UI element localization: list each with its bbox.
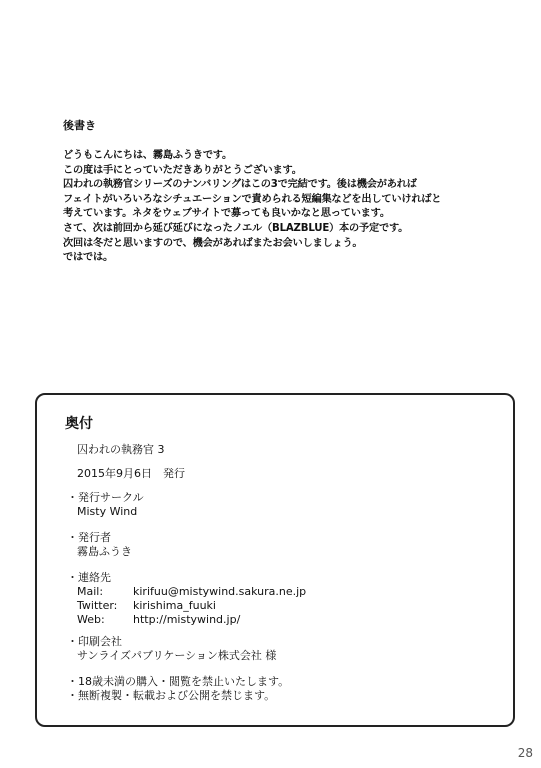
contact-web	[67, 613, 306, 627]
circle-name: Misty Wind	[77, 505, 138, 518]
contact-value: kirifuu@mistywind.sakura.ne.jp	[133, 585, 307, 598]
book-title: 囚われの執務官 3	[77, 443, 165, 456]
notice-copy: ・無断複製・転載および公開を禁じます。	[67, 689, 276, 702]
contact-value: kirishima_fuuki	[133, 599, 216, 612]
afterword-title: 後書き	[63, 119, 96, 132]
notice-age: ・18歳未満の購入・閲覧を禁止いたします。	[67, 675, 290, 688]
publisher-section	[67, 531, 132, 559]
afterword-line: 囚われの執務官シリーズのナンバリングはこの3で完結です。後は機会があれば	[63, 179, 417, 191]
colophon-box	[35, 393, 515, 727]
contact-label: ・連絡先	[67, 571, 111, 584]
afterword-line: この度は手にとっていただきありがとうございます。	[63, 164, 302, 176]
page-number: 28	[517, 746, 533, 760]
contact-section	[67, 571, 306, 627]
circle-section	[67, 491, 144, 519]
contact-mail	[67, 585, 306, 599]
afterword-line: 次回は冬だと思いますので、機会があればまたお会いしましょう。	[63, 237, 363, 249]
printer-name: サンライズパブリケーション株式会社 様	[77, 649, 277, 662]
afterword-line: さて、次は前回から延び延びになったノエル（BLAZBLUE）本の予定です。	[63, 222, 409, 234]
afterword-line: どうもこんにちは、霧島ふうきです。	[63, 150, 232, 161]
publisher-name: 霧島ふうき	[77, 545, 132, 558]
contact-key: Mail:	[77, 585, 104, 598]
afterword-line: フェイトがいろいろなシチュエーションで責められる短編集などを出していければと	[63, 193, 442, 205]
afterword	[63, 118, 523, 266]
publication-date: 2015年9月6日 発行	[77, 467, 185, 480]
printer-section	[67, 635, 276, 663]
contact-key: Web:	[77, 613, 105, 626]
afterword-line: 考えています。ネタをウェブサイトで募っても良いかなと思っています。	[63, 208, 390, 220]
circle-label: ・発行サークル	[67, 491, 144, 504]
notices-section	[67, 675, 289, 703]
contact-twitter	[67, 599, 306, 613]
contact-value: http://mistywind.jp/	[133, 613, 241, 626]
printer-label: ・印刷会社	[67, 635, 122, 648]
publisher-label: ・発行者	[67, 531, 111, 544]
contact-key: Twitter:	[77, 599, 118, 612]
afterword-line: ではでは。	[63, 252, 113, 264]
colophon-heading: 奥付	[65, 416, 93, 432]
